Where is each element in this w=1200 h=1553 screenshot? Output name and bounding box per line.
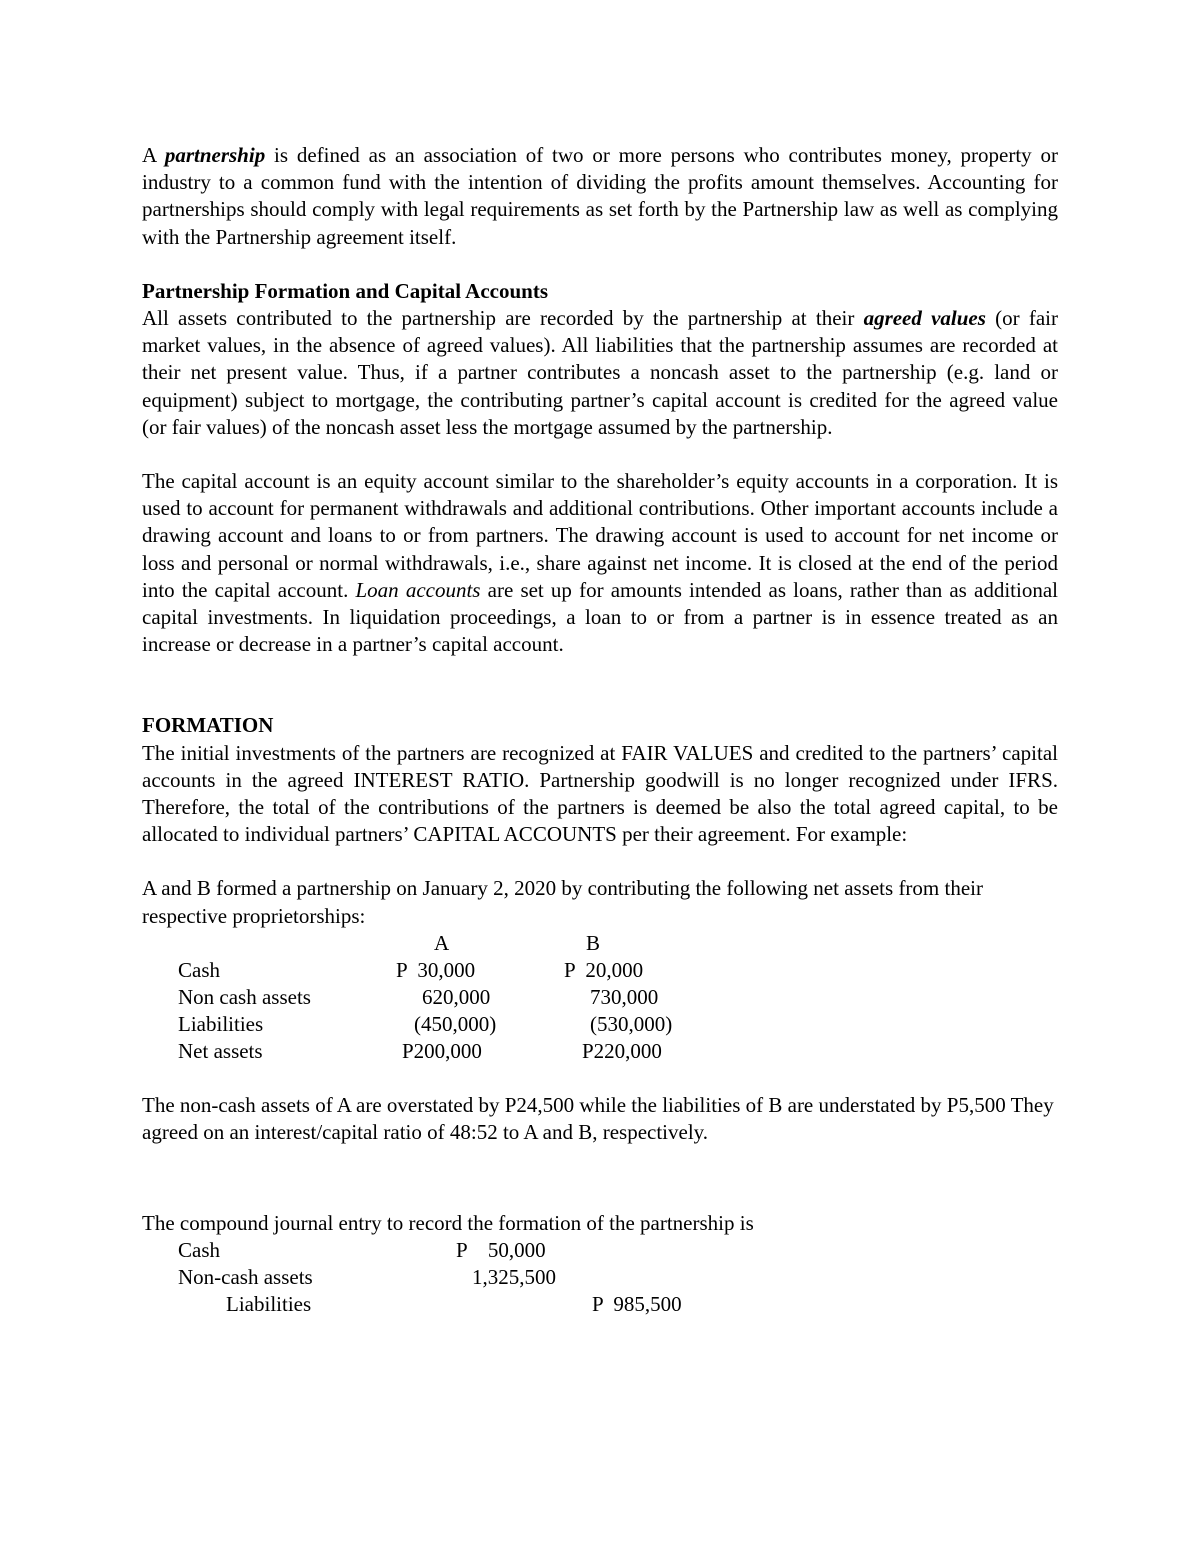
journal-credit: [592, 1264, 732, 1291]
journal-debit: 1,325,500: [472, 1265, 556, 1290]
loan-accounts-term: Loan accounts: [355, 577, 481, 602]
journal-debit: [456, 1291, 592, 1318]
journal-account: Liabilities: [226, 1292, 312, 1317]
agreed-values-paragraph: All assets contributed to the partnership are recorded by the partnership at their agreed values (or fair market values, in the absence of agreed values). All liabilities that the partnership assumes are recorded at their net present value. Thus, if a partner contributes a noncash asset to the partnership (e.g. land or equipment) subject to mortgage, the contributing partner’s capital account is credited for the agreed value (or fair values) of the noncash asset less the mortgage assumed by the partnership.: [142, 306, 1058, 439]
journal-account: Non-cash assets: [178, 1265, 313, 1290]
journal-row: [178, 1237, 732, 1264]
table-cell-label: Liabilities: [178, 1011, 264, 1036]
journal-debit: P 50,000: [456, 1238, 546, 1263]
table-cell-b: (530,000): [590, 1011, 673, 1036]
section-heading-formation: FORMATION: [142, 713, 274, 738]
journal-credit: P 985,500: [592, 1292, 682, 1317]
table-row: [178, 984, 730, 1011]
table-cell-a: P 30,000: [396, 957, 476, 982]
table-header-cell: [178, 930, 396, 957]
table-header-a: A: [434, 930, 450, 955]
agreed-values-term: agreed values: [863, 306, 986, 331]
table-row: [178, 957, 730, 984]
table-cell-b: P220,000: [582, 1038, 662, 1063]
table-cell-a: P200,000: [402, 1038, 482, 1063]
table-cell-label: Non cash assets: [178, 984, 311, 1009]
table-header-row: [178, 930, 730, 957]
table-row: [178, 1038, 730, 1065]
table-cell-label: Cash: [178, 957, 220, 982]
journal-account: Cash: [178, 1238, 220, 1263]
table-row: [178, 1011, 730, 1038]
partnership-term: partnership: [164, 143, 266, 167]
section-heading-formation-capital: Partnership Formation and Capital Accounts: [142, 278, 549, 303]
table-cell-a: 620,000: [422, 984, 491, 1009]
table-cell-b: P 20,000: [564, 957, 644, 982]
journal-row: [178, 1264, 732, 1291]
table-cell-a: (450,000): [414, 1011, 497, 1036]
journal-credit: [592, 1237, 732, 1264]
net-assets-table: [178, 930, 730, 1065]
journal-entry-table: [178, 1237, 732, 1318]
table-header-b: B: [586, 930, 601, 955]
document-page: [142, 142, 1058, 1318]
table-cell-b: 730,000: [590, 984, 659, 1009]
example-intro-paragraph: A and B formed a partnership on January 2, 2020 by contributing the following net assets from their respective proprietorships:: [142, 876, 983, 928]
formation-paragraph: The initial investments of the partners are recognized at FAIR VALUES and credited to the partners’ capital accounts in the agreed INTEREST RATIO. Partnership goodwill is no longer recognized under IFRS. Therefore, the total of the contributions of the partners is deemed be also the total agreed capital, to be allocated to individual partners’ CAPITAL ACCOUNTS per their agreement. For example:: [142, 740, 1058, 847]
journal-row: [178, 1291, 732, 1318]
intro-paragraph: A partnership is defined as an association of two or more persons who contributes money, property or industry to a common fund with the intention of dividing the profits amount themselves. Accounting for partnerships should comply with legal requirements as set forth by the Partnership law as well as complying with the Partnership agreement itself.: [142, 143, 1058, 249]
capital-account-paragraph: The capital account is an equity account similar to the shareholder’s equity accounts in a corporation. It is used to account for permanent withdrawals and additional contributions. Other important accounts include a drawing account and loans to or from partners. The drawing account is used to account for net income or loss and personal or normal withdrawals, i.e., share against net income. It is closed at the end of the period into the capital account. Loan accounts are set up for amounts intended as loans, rather than as additional capital investments. In liquidation proceedings, a loan to or from a partner is in essence treated as an increase or decrease in a partner’s capital account.: [142, 469, 1058, 657]
table-cell-label: Net assets: [178, 1038, 263, 1063]
journal-intro-paragraph: The compound journal entry to record the formation of the partnership is: [142, 1211, 754, 1236]
adjustment-paragraph: The non-cash assets of A are overstated by P24,500 while the liabilities of B are understated by P5,500 They agreed on an interest/capital ratio of 48:52 to A and B, respectively.: [142, 1092, 1054, 1145]
